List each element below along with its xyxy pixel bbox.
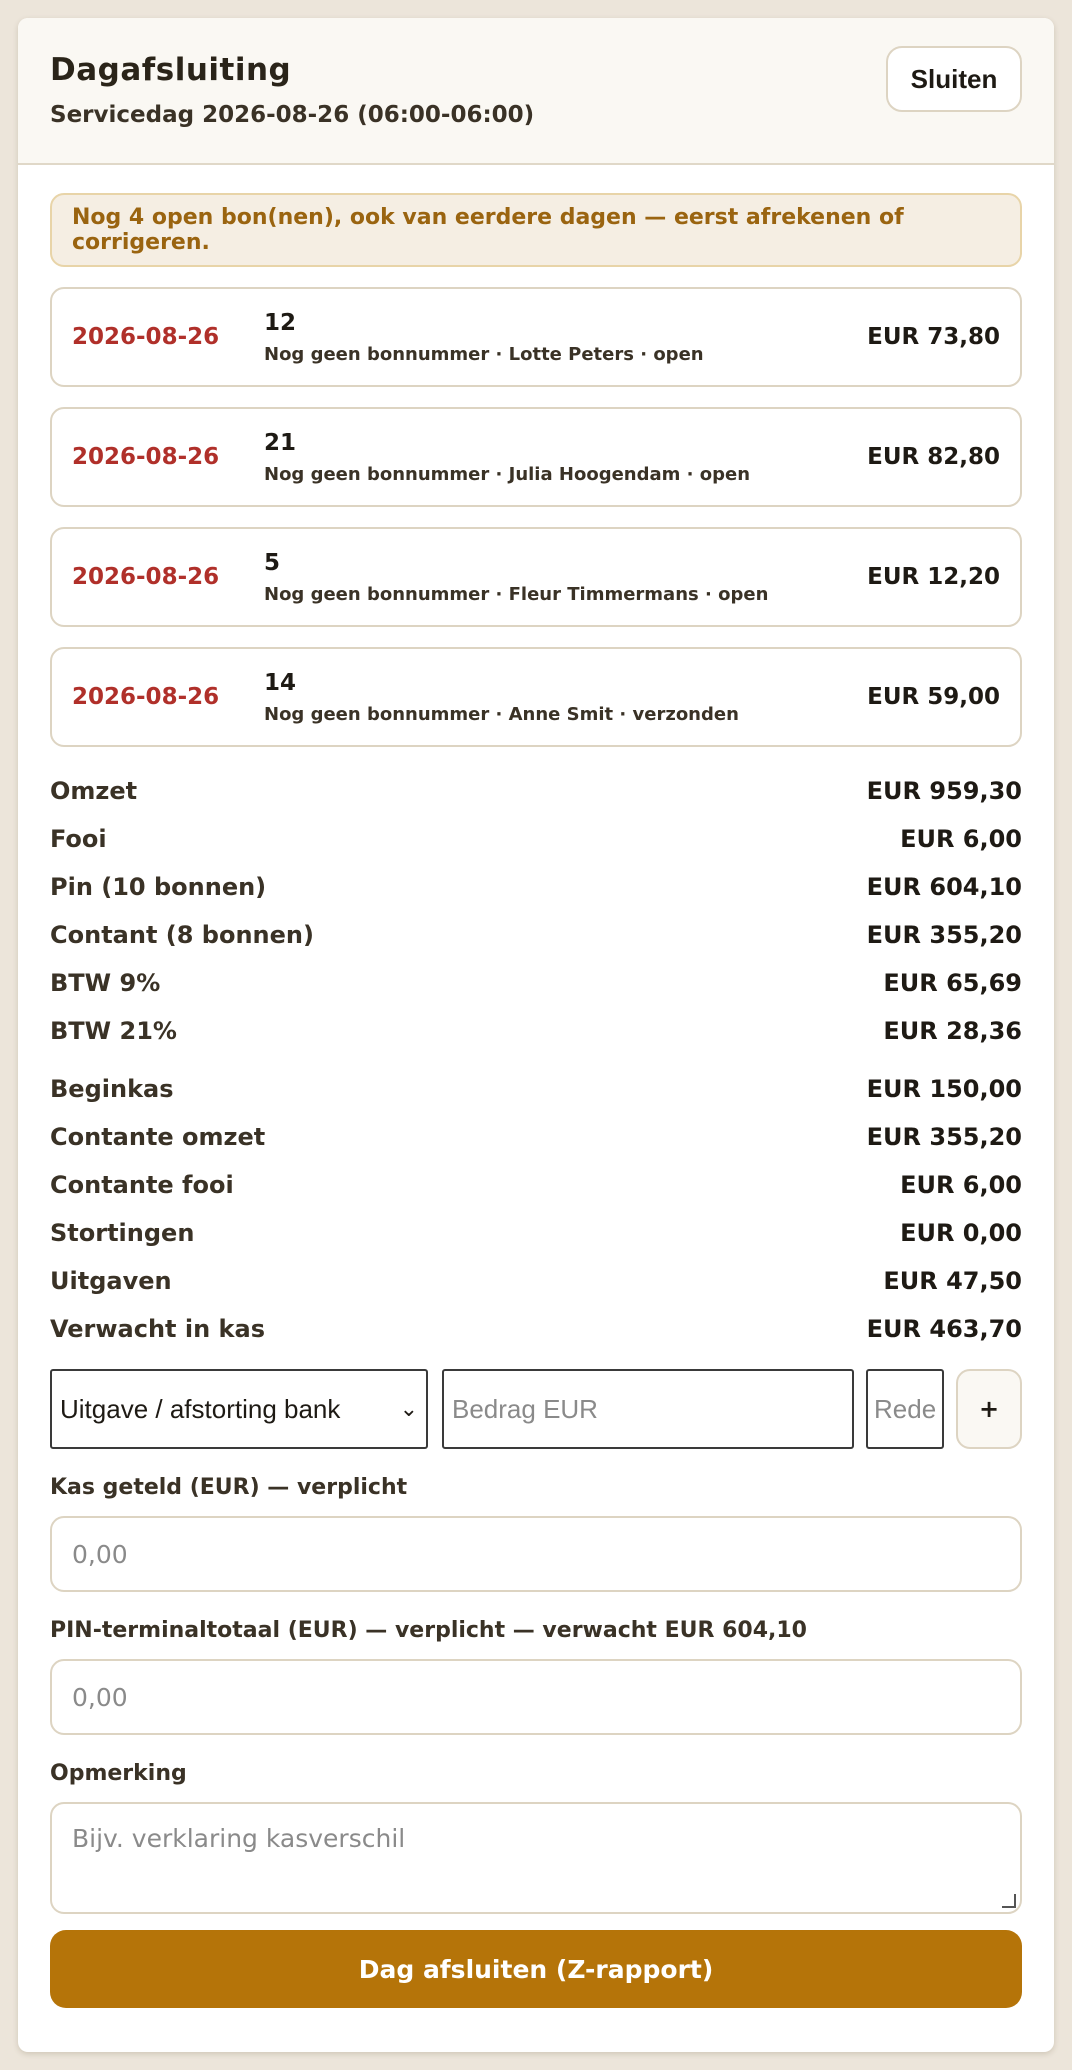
open-bon-item[interactable]: [50, 407, 1022, 507]
bon-meta: Nog geen bonnummer · Anne Smit · verzonden: [264, 703, 739, 725]
panel-header: [18, 18, 1054, 165]
cash-row: [50, 1305, 1022, 1353]
open-bon-item[interactable]: [50, 647, 1022, 747]
cash-value: EUR 6,00: [900, 1171, 1022, 1199]
summary-label: Omzet: [50, 777, 138, 805]
cash-counted-label: Kas geteld (EUR) — verplicht: [50, 1475, 408, 1500]
close-button[interactable]: Sluiten: [886, 46, 1022, 112]
pin-total-input[interactable]: 0,00: [50, 1659, 1022, 1735]
summary-label: BTW 21%: [50, 1017, 177, 1045]
summary-value: EUR 28,36: [883, 1017, 1022, 1045]
summary-value: EUR 355,20: [866, 921, 1022, 949]
summary-row: [50, 1007, 1022, 1055]
cash-value: EUR 150,00: [866, 1075, 1022, 1103]
summary-value: EUR 65,69: [883, 969, 1022, 997]
bon-meta: Nog geen bonnummer · Lotte Peters · open: [264, 343, 704, 365]
cash-label: Verwacht in kas: [50, 1315, 265, 1343]
note-label: Opmerking: [50, 1761, 187, 1786]
cash-row: [50, 1161, 1022, 1209]
open-bon-item[interactable]: [50, 527, 1022, 627]
summary-label: Pin (10 bonnen): [50, 873, 267, 901]
open-bons-warning: Nog 4 open bon(nen), ook van eerdere dagen — eerst afrekenen of corrigeren.: [50, 193, 1022, 267]
service-day-subtitle: Servicedag 2026-08-26 (06:00-06:00): [50, 102, 535, 128]
totals-summary: [50, 767, 1022, 1353]
mutation-type-select[interactable]: [50, 1369, 428, 1449]
mutation-amount-input[interactable]: Bedrag EUR: [442, 1369, 854, 1449]
close-day-button[interactable]: Dag afsluiten (Z-rapport): [50, 1930, 1022, 2008]
note-textarea[interactable]: [50, 1802, 1022, 1914]
cash-mutation-entry: [50, 1369, 1022, 1449]
cash-label: Beginkas: [50, 1075, 174, 1103]
cash-row: [50, 1257, 1022, 1305]
chevron-down-icon: ⌄: [399, 1396, 418, 1421]
cash-row: [50, 1065, 1022, 1113]
cash-value: EUR 0,00: [900, 1219, 1022, 1247]
summary-row: [50, 767, 1022, 815]
bon-date: 2026-08-26: [72, 564, 220, 590]
bon-table-number: 5: [264, 549, 281, 576]
bon-amount: EUR 59,00: [867, 684, 1000, 710]
add-mutation-button[interactable]: +: [956, 1369, 1022, 1449]
open-bons-list: [50, 287, 1022, 747]
note-placeholder: Bijv. verklaring kasverschil: [72, 1824, 406, 1853]
mutation-reason-input[interactable]: Rede: [866, 1369, 944, 1449]
bon-meta: Nog geen bonnummer · Fleur Timmermans · open: [264, 583, 769, 605]
cash-row: [50, 1209, 1022, 1257]
summary-label: Fooi: [50, 825, 107, 853]
bon-date: 2026-08-26: [72, 684, 220, 710]
cash-counted-input[interactable]: 0,00: [50, 1516, 1022, 1592]
cash-value: EUR 355,20: [866, 1123, 1022, 1151]
bon-meta: Nog geen bonnummer · Julia Hoogendam · open: [264, 463, 751, 485]
summary-row: [50, 815, 1022, 863]
bon-amount: EUR 73,80: [867, 324, 1000, 350]
cash-row: [50, 1113, 1022, 1161]
bon-date: 2026-08-26: [72, 444, 220, 470]
summary-value: EUR 959,30: [866, 777, 1022, 805]
bon-table-number: 12: [264, 309, 297, 336]
page-title: Dagafsluiting: [50, 52, 292, 88]
cash-value: EUR 463,70: [866, 1315, 1022, 1343]
day-close-panel: [18, 18, 1054, 2052]
panel-content: [18, 193, 1054, 2008]
mutation-type-value: Uitgave / afstorting bank: [60, 1393, 341, 1424]
cash-label: Stortingen: [50, 1219, 195, 1247]
cash-label: Uitgaven: [50, 1267, 172, 1295]
summary-label: BTW 9%: [50, 969, 161, 997]
resize-handle-icon[interactable]: [1002, 1894, 1016, 1908]
summary-row: [50, 863, 1022, 911]
summary-value: EUR 604,10: [866, 873, 1022, 901]
open-bon-item[interactable]: [50, 287, 1022, 387]
cash-label: Contante fooi: [50, 1171, 234, 1199]
cash-label: Contante omzet: [50, 1123, 266, 1151]
summary-label: Contant (8 bonnen): [50, 921, 314, 949]
summary-row: [50, 911, 1022, 959]
pin-total-label: PIN-terminaltotaal (EUR) — verplicht — verwacht EUR 604,10: [50, 1618, 807, 1643]
summary-row: [50, 959, 1022, 1007]
summary-value: EUR 6,00: [900, 825, 1022, 853]
bon-table-number: 21: [264, 429, 297, 456]
bon-date: 2026-08-26: [72, 324, 220, 350]
bon-amount: EUR 12,20: [867, 564, 1000, 590]
bon-table-number: 14: [264, 669, 297, 696]
bon-amount: EUR 82,80: [867, 444, 1000, 470]
cash-value: EUR 47,50: [883, 1267, 1022, 1295]
